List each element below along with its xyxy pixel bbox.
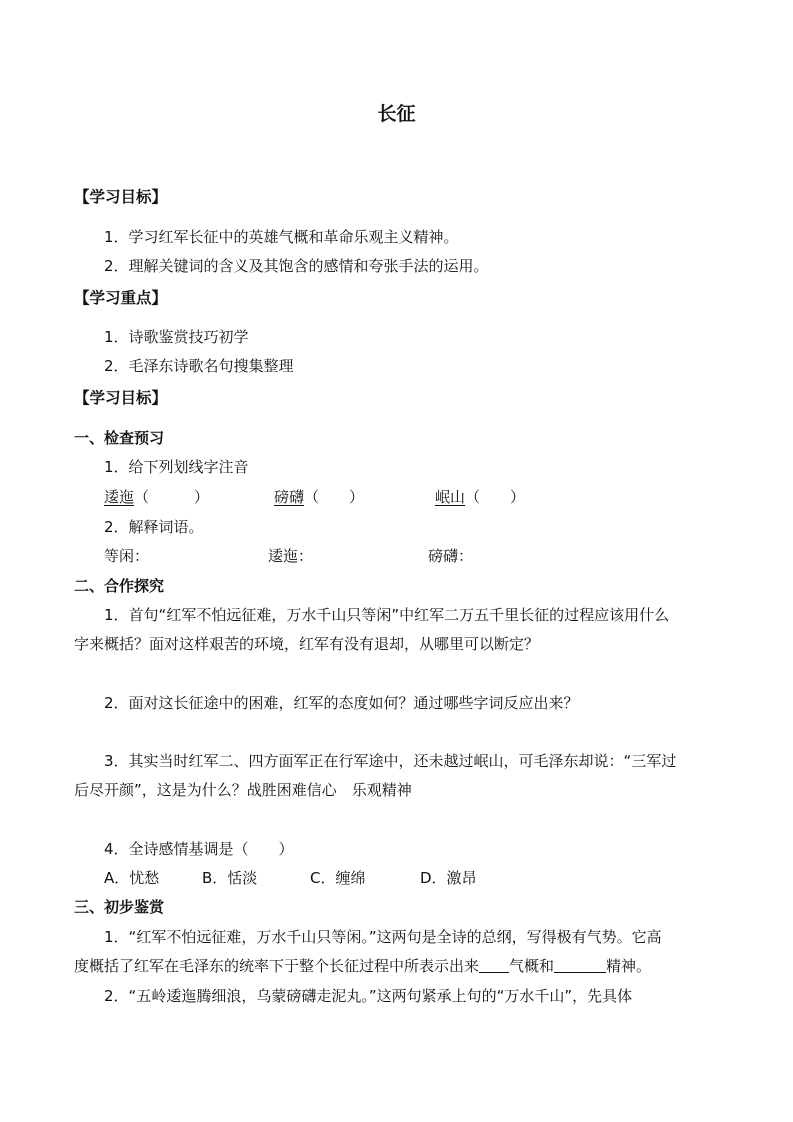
phonetic-item-1 [104, 487, 209, 507]
part3-heading: 三、初步鉴赏 [74, 898, 165, 916]
phonetic-paren: （ ） [134, 488, 210, 506]
part2-q3-line1: 3．其实当时红军二、四方面军正在行军途中，还未越过岷山，可毛泽东却说：“三军过 [104, 752, 677, 770]
phonetic-paren: （ ） [304, 488, 365, 506]
term-3: 磅礴： [428, 547, 474, 565]
part2-heading: 二、合作探究 [74, 577, 165, 595]
page-title: 长征 [377, 103, 416, 125]
phonetic-item-2 [274, 487, 364, 507]
part1-q2: 2．解释词语。 [104, 518, 204, 536]
term-2: 逶迤： [268, 547, 314, 565]
section-header-goals: 【学习目标】 [74, 188, 168, 206]
option-d: D．激昂 [420, 869, 477, 887]
option-a: A．忧愁 [104, 869, 160, 887]
part3-p2-line1: 2．“五岭逶迤腾细浪，乌蒙磅礴走泥丸。”这两句紧承上句的“万水千山”，先具体 [104, 987, 633, 1005]
focus-item-2: 2．毛泽东诗歌名句搜集整理 [104, 357, 294, 375]
fill-blank-2[interactable] [554, 957, 606, 973]
phonetic-word: 磅礴 [274, 488, 305, 506]
phonetic-item-3 [435, 487, 525, 507]
part2-q1-line2: 字来概括？面对这样艰苦的环境，红军有没有退却，从哪里可以断定？ [74, 635, 540, 653]
part3-p1-line1: 1．“红军不怕远征难，万水千山只等闲。”这两句是全诗的总纲，写得极有气势。它高 [104, 928, 662, 946]
part3-p1-text-c: 精神。 [606, 957, 652, 975]
part3-p1-text-b: 气概和 [509, 957, 555, 975]
part2-q3-line2: 后尽开颜”，这是为什么？战胜困难信心 乐观精神 [74, 781, 412, 799]
term-1: 等闲： [104, 547, 150, 565]
phonetic-word: 逶迤 [104, 488, 135, 506]
part1-heading: 一、检查预习 [74, 429, 165, 447]
part3-p1-text-a: 度概括了红军在毛泽东的统率下于整个长征过程中所表示出来 [74, 957, 480, 975]
goal-item-1: 1．学习红军长征中的英雄气概和革命乐观主义精神。 [104, 228, 459, 246]
section-header-goals-2: 【学习目标】 [74, 389, 168, 407]
goal-item-2: 2．理解关键词的含义及其饱含的感情和夸张手法的运用。 [104, 257, 489, 275]
phonetic-paren: （ ） [465, 488, 526, 506]
fill-blank-1[interactable] [479, 957, 509, 973]
part2-q1-line1: 1．首句“红军不怕远征难，万水千山只等闲”中红军二万五千里长征的过程应该用什么 [104, 606, 670, 624]
part2-q4: 4．全诗感情基调是（ ） [104, 840, 294, 858]
option-b: B．恬淡 [202, 869, 258, 887]
phonetic-word: 岷山 [435, 488, 466, 506]
part3-p1-line2 [74, 956, 651, 976]
focus-item-1: 1．诗歌鉴赏技巧初学 [104, 328, 249, 346]
part1-q1: 1．给下列划线字注音 [104, 458, 249, 476]
part2-q2: 2．面对这长征途中的困难，红军的态度如何？通过哪些字词反应出来？ [104, 694, 579, 712]
section-header-focus: 【学习重点】 [74, 289, 168, 307]
option-c: C．缠绵 [310, 869, 366, 887]
